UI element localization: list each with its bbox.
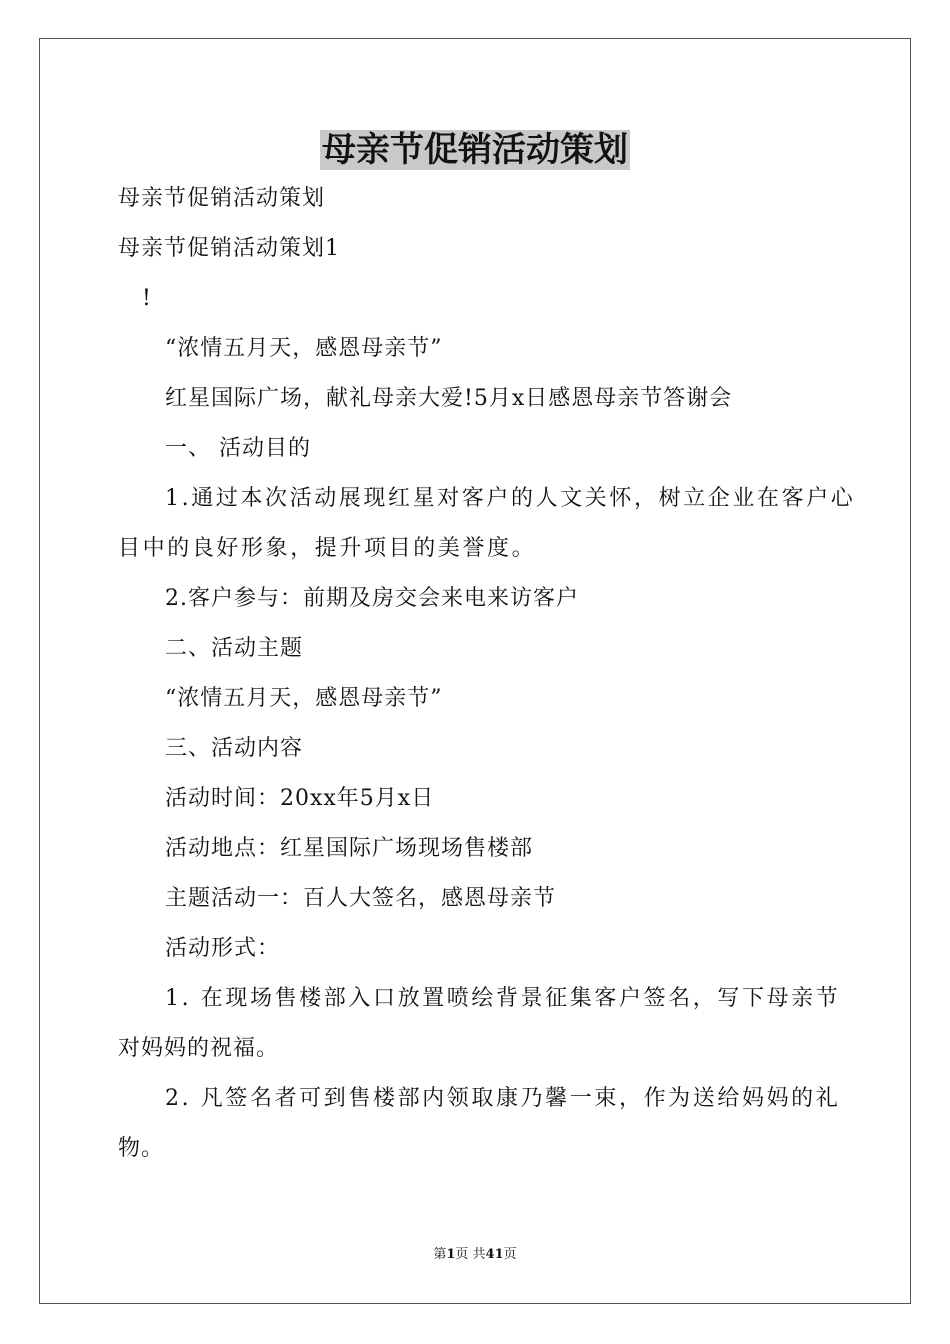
paragraph-13: 1. 在现场售楼部入口放置喷绘背景征集客户签名，写下母亲节: [165, 986, 841, 1011]
footer-page-current: 1: [446, 1247, 456, 1262]
document-title-text: 母亲节促销活动策划: [322, 130, 628, 170]
paragraph-6: 1.通过本次活动展现红星对客户的人文关怀，树立企业在客户心: [165, 486, 856, 511]
paragraph-13-cont: 对妈妈的祝福。: [118, 1036, 280, 1061]
document-title: [0, 126, 950, 174]
page-border: [39, 38, 911, 1304]
footer-page-suffix: 页: [503, 1247, 517, 1262]
section-heading-1: 一、 活动目的: [165, 436, 311, 461]
paragraph-8: “浓情五月天，感恩母亲节”: [165, 686, 443, 711]
page-footer: [0, 1246, 950, 1264]
footer-page-total: 41: [485, 1247, 504, 1262]
paragraph-2: 母亲节促销活动策划1: [118, 236, 340, 261]
paragraph-14: 2. 凡签名者可到售楼部内领取康乃馨一束，作为送给妈妈的礼: [165, 1086, 841, 1111]
footer-page-mid: 页 共: [455, 1247, 486, 1262]
section-heading-3: 三、活动内容: [165, 736, 304, 761]
paragraph-14-cont: 物。: [118, 1136, 165, 1161]
footer-page-prefix: 第: [433, 1247, 447, 1262]
section-heading-2: 二、活动主题: [165, 636, 304, 661]
paragraph-1: 母亲节促销活动策划: [118, 186, 326, 211]
paragraph-9: 活动时间：20xx年5月x日: [165, 786, 435, 811]
paragraph-11: 主题活动一：百人大签名，感恩母亲节: [165, 886, 557, 911]
paragraph-7: 2.客户参与：前期及房交会来电来访客户: [165, 586, 579, 611]
paragraph-5: 红星国际广场，献礼母亲大爱!5月x日感恩母亲节答谢会: [165, 386, 733, 411]
paragraph-3: !: [142, 286, 152, 311]
paragraph-10: 活动地点：红星国际广场现场售楼部: [165, 836, 534, 861]
paragraph-4: “浓情五月天，感恩母亲节”: [165, 336, 443, 361]
paragraph-12: 活动形式：: [165, 936, 281, 961]
paragraph-6-cont: 目中的良好形象，提升项目的美誉度。: [118, 536, 537, 561]
